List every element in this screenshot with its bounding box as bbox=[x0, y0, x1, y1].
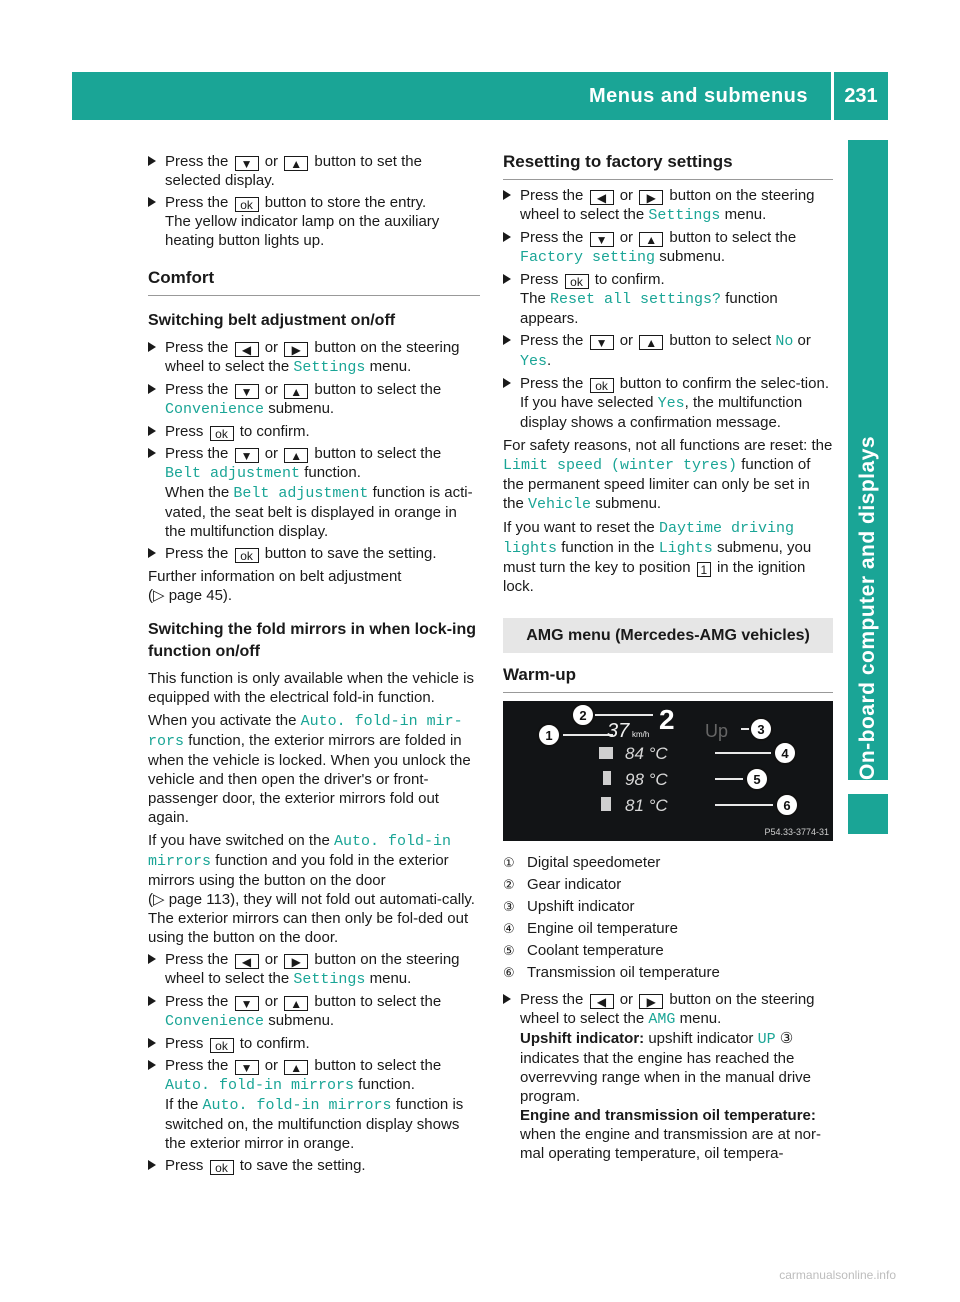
temp3-readout: 81 °C bbox=[625, 796, 668, 815]
step-arrow-icon bbox=[503, 335, 511, 345]
step: Press the ok button to confirm the selec-tion. If you have selected Yes, the multifunction display shows a confirmation message. bbox=[503, 374, 833, 432]
watermark: carmanualsonline.info bbox=[779, 1268, 896, 1282]
side-tab-label: On-board computer and displays bbox=[856, 435, 879, 780]
paragraph: This function is only available when the vehicle is equipped with the electrical fold-in function. bbox=[148, 670, 475, 706]
step-arrow-icon bbox=[148, 384, 156, 394]
step-arrow-icon bbox=[148, 156, 156, 166]
step-arrow-icon bbox=[148, 996, 156, 1006]
right-column bbox=[503, 152, 833, 1166]
svg-text:3: 3 bbox=[757, 722, 765, 737]
right-key-icon: ▶ bbox=[284, 342, 308, 357]
down-key-icon: ▼ bbox=[235, 156, 259, 171]
callout-3-icon bbox=[750, 718, 772, 740]
down-key-icon: ▼ bbox=[235, 448, 259, 463]
step: Press ok to confirm. The Reset all settings? function appears. bbox=[503, 270, 833, 328]
down-key-icon: ▼ bbox=[235, 996, 259, 1011]
step-arrow-icon bbox=[503, 274, 511, 284]
temp2-readout: 98 °C bbox=[625, 770, 668, 789]
amg-menu-band: AMG menu (Mercedes-AMG vehicles) bbox=[503, 618, 833, 653]
step: Press the ▼ or ▲ button to select the Convenience submenu. bbox=[148, 380, 480, 419]
step: Press the ▼ or ▲ button to select the Belt adjustment function. When the Belt adjustment function is acti-vated, the seat belt is displayed in orange in the multifunction display. bbox=[148, 444, 480, 541]
right-key-icon: ▶ bbox=[639, 190, 663, 205]
step: Press the ▼ or ▲ button to select the Auto. fold-in mirrors function. If the Auto. fold-in mirrors function is switched on, the multifunction display shows the exterior mirror in orange. bbox=[148, 1056, 480, 1153]
upshift-readout: Up bbox=[705, 721, 729, 741]
up-key-icon: ▲ bbox=[284, 1060, 308, 1075]
step: Press ok to save the setting. bbox=[148, 1156, 480, 1175]
up-key-icon: ▲ bbox=[284, 156, 308, 171]
down-key-icon: ▼ bbox=[590, 232, 614, 247]
left-key-icon: ◀ bbox=[590, 190, 614, 205]
step: Press the ▼ or ▲ button to select the Convenience submenu. bbox=[148, 992, 480, 1031]
step: Press the ◀ or ▶ button on the steering wheel to select the Settings menu. bbox=[148, 338, 480, 377]
page-title: Menus and submenus bbox=[588, 85, 808, 107]
transmission-oil-icon bbox=[601, 797, 611, 811]
step: Press ok to confirm. bbox=[148, 422, 480, 441]
legend-item: ④ Engine oil temperature bbox=[503, 920, 678, 937]
temp1-readout: 84 °C bbox=[625, 744, 668, 763]
step-arrow-icon bbox=[148, 197, 156, 207]
ok-key-icon: ok bbox=[235, 197, 259, 212]
step: Press the ▼ or ▲ button to select No or Yes. bbox=[503, 331, 833, 371]
legend-item: ② Gear indicator bbox=[503, 876, 622, 893]
step-arrow-icon bbox=[148, 954, 156, 964]
ok-key-icon: ok bbox=[235, 548, 259, 563]
right-key-icon: ▶ bbox=[284, 954, 308, 969]
speed-readout: 37 bbox=[607, 720, 630, 742]
step: Press ok to confirm. bbox=[148, 1034, 480, 1053]
ok-key-icon: ok bbox=[210, 1038, 234, 1053]
left-key-icon: ◀ bbox=[590, 994, 614, 1009]
up-key-icon: ▲ bbox=[639, 232, 663, 247]
up-key-icon: ▲ bbox=[639, 335, 663, 350]
step: Press the ◀ or ▶ button on the steering wheel to select the Settings menu. bbox=[503, 186, 833, 225]
legend-item: ⑤ Coolant temperature bbox=[503, 942, 664, 959]
engine-oil-icon bbox=[599, 747, 613, 759]
ok-key-icon: ok bbox=[590, 378, 614, 393]
page-number: 231 bbox=[844, 85, 878, 107]
step: Press the ok button to save the setting. bbox=[148, 544, 480, 563]
subsection-title-fold-mirrors: Switching the fold mirrors in when lock-ing function on/off bbox=[148, 621, 477, 660]
svg-text:2: 2 bbox=[579, 708, 587, 723]
right-key-icon: ▶ bbox=[639, 994, 663, 1009]
subsection-title-belt: Switching belt adjustment on/off bbox=[148, 312, 396, 329]
step-arrow-icon bbox=[148, 426, 156, 436]
side-square-marker bbox=[848, 794, 888, 834]
callout-2-icon bbox=[572, 704, 594, 726]
up-key-icon: ▲ bbox=[284, 996, 308, 1011]
section-title-reset: Resetting to factory settings bbox=[503, 152, 833, 180]
svg-text:6: 6 bbox=[783, 798, 791, 813]
ok-key-icon: ok bbox=[565, 274, 589, 289]
down-key-icon: ▼ bbox=[590, 335, 614, 350]
svg-text:1: 1 bbox=[545, 728, 553, 743]
ok-key-icon: ok bbox=[210, 1160, 234, 1175]
step-arrow-icon bbox=[503, 190, 511, 200]
svg-text:4: 4 bbox=[781, 746, 789, 761]
step: Press the ▼ or ▲ button to set the selected display. bbox=[148, 152, 480, 190]
amg-warmup-display-image bbox=[503, 701, 833, 841]
ok-key-icon: ok bbox=[210, 426, 234, 441]
image-code: P54.33-3774-31 bbox=[764, 827, 829, 837]
left-key-icon: ◀ bbox=[235, 954, 259, 969]
up-key-icon: ▲ bbox=[284, 384, 308, 399]
legend-item: ⑥ Transmission oil temperature bbox=[503, 964, 720, 981]
step-arrow-icon bbox=[503, 994, 511, 1004]
step-arrow-icon bbox=[148, 448, 156, 458]
step-arrow-icon bbox=[148, 1038, 156, 1048]
step-arrow-icon bbox=[148, 342, 156, 352]
section-title-warmup: Warm-up bbox=[503, 665, 833, 693]
left-key-icon: ◀ bbox=[235, 342, 259, 357]
gear-readout: 2 bbox=[659, 704, 675, 735]
speed-unit: km/h bbox=[632, 730, 650, 739]
legend-item: ① Digital speedometer bbox=[503, 854, 661, 871]
paragraph: When you activate the Auto. fold-in mir‐rors function, the exterior mirrors are folded in when the vehicle is locked. When you unlock the vehicle and then open the driver's or front-passenger door, the exterior mirrors fold out again. bbox=[148, 712, 471, 826]
legend-item: ③ Upshift indicator bbox=[503, 898, 635, 915]
coolant-icon bbox=[603, 771, 611, 785]
step: Press the ok button to store the entry. The yellow indicator lamp on the auxiliary heating button lights up. bbox=[148, 193, 480, 250]
down-key-icon: ▼ bbox=[235, 384, 259, 399]
header-bar bbox=[72, 72, 888, 120]
paragraph: For safety reasons, not all functions are reset: the Limit speed (winter tyres) function of the permanent speed limiter can only be set in the Vehicle submenu. bbox=[503, 437, 833, 513]
step-arrow-icon bbox=[503, 378, 511, 388]
callout-6-icon bbox=[776, 794, 798, 816]
down-key-icon: ▼ bbox=[235, 1060, 259, 1075]
step-arrow-icon bbox=[148, 1060, 156, 1070]
key-position-icon: 1 bbox=[697, 562, 711, 577]
callout-5-icon bbox=[746, 768, 768, 790]
warmup-display-illustration bbox=[503, 701, 833, 841]
svg-text:5: 5 bbox=[753, 772, 761, 787]
paragraph: Further information on belt adjustment (▷ page 45). bbox=[148, 568, 402, 604]
paragraph: If you have switched on the Auto. fold-in mirrors function and you fold in the exterior mirrors using the button on the door (▷ page 113), they will not fold out automati-cally. The exterior mirrors can then only be fol-ded out using the button on the door. bbox=[148, 832, 475, 946]
paragraph: If you want to reset the Daytime driving lights function in the Lights submenu, you must turn the key to position 1 in the ignition lock. bbox=[503, 519, 812, 595]
step-arrow-icon bbox=[503, 232, 511, 242]
step-arrow-icon bbox=[148, 548, 156, 558]
left-column bbox=[148, 152, 480, 1178]
callout-1-icon bbox=[538, 724, 560, 746]
section-title-comfort: Comfort bbox=[148, 268, 480, 296]
up-key-icon: ▲ bbox=[284, 448, 308, 463]
step: Press the ▼ or ▲ button to select the Factory setting submenu. bbox=[503, 228, 833, 267]
step-arrow-icon bbox=[148, 1160, 156, 1170]
step: Press the ◀ or ▶ button on the steering wheel to select the AMG menu. Upshift indicator: upshift indicator UP ③ indicates that the engine has reached the overrevving range when in the manual drive program. Engine and transmission oil temperature: when the engine and transmission are at nor-mal operating temperature, oil tempera- bbox=[503, 990, 833, 1163]
callout-4-icon bbox=[774, 742, 796, 764]
step: Press the ◀ or ▶ button on the steering wheel to select the Settings menu. bbox=[148, 950, 480, 989]
